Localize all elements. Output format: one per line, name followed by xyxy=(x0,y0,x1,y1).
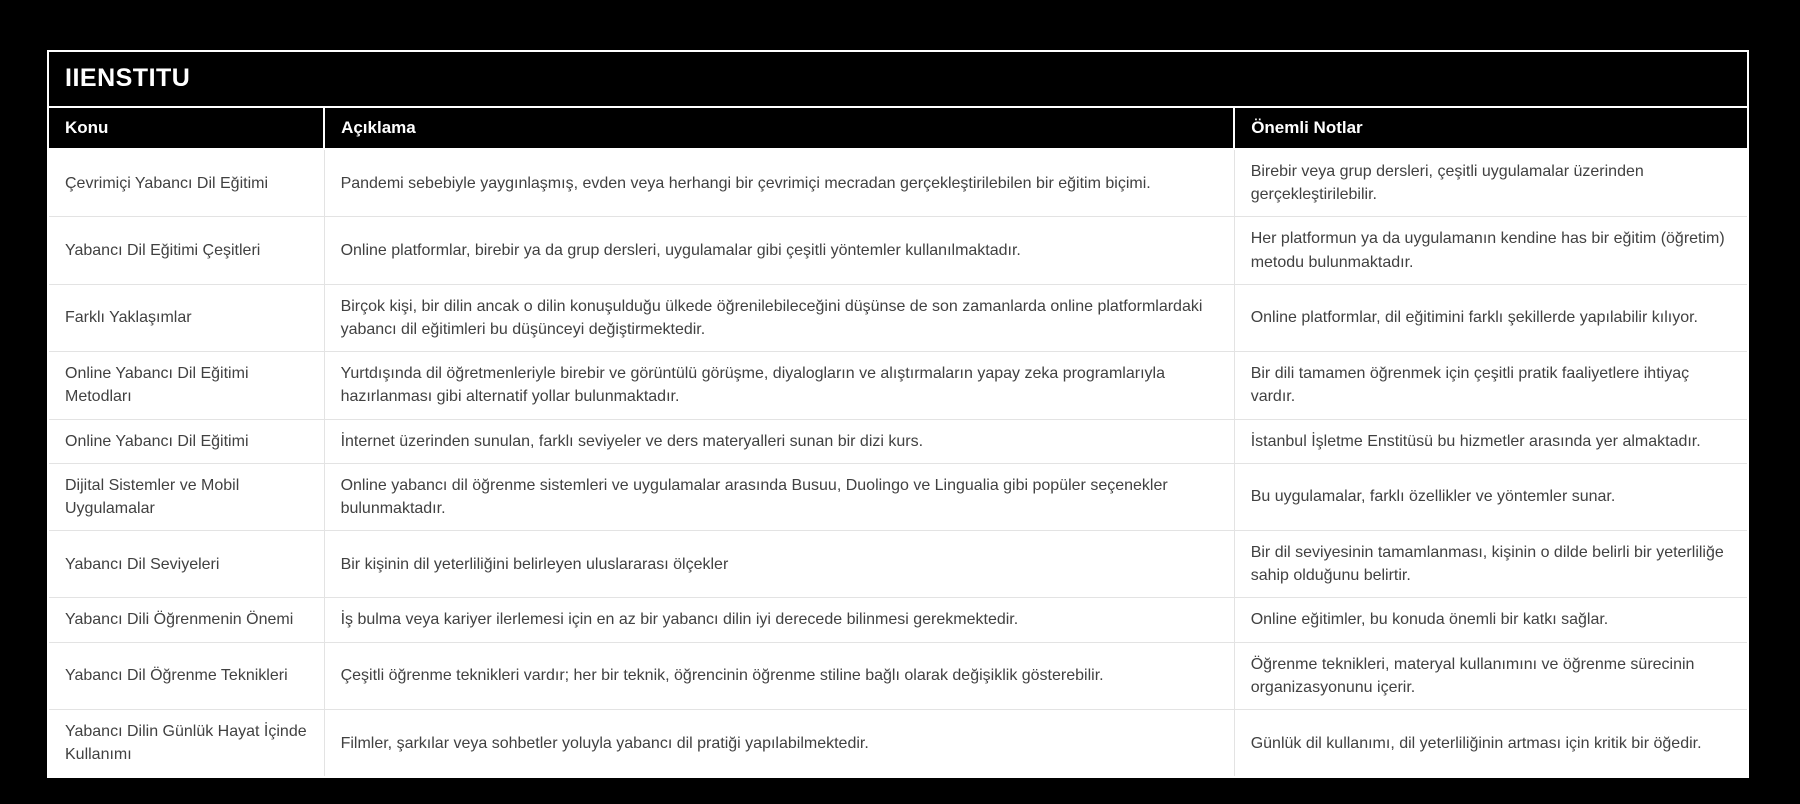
table-row xyxy=(49,598,1747,642)
cell-aciklama: Online yabancı dil öğrenme sistemleri ve uygulamalar arasında Busuu, Duolingo ve Lingualia gibi popüler seçenekler bulunmaktadır. xyxy=(324,463,1234,530)
table-row xyxy=(49,149,1747,217)
table-row xyxy=(49,217,1747,284)
cell-onemli-notlar: Bir dili tamamen öğrenmek için çeşitli pratik faaliyetlere ihtiyaç vardır. xyxy=(1234,352,1747,419)
cell-aciklama: Filmler, şarkılar veya sohbetler yoluyla yabancı dil pratiği yapılabilmektedir. xyxy=(324,710,1234,777)
table-row xyxy=(49,531,1747,598)
cell-aciklama: Pandemi sebebiyle yaygınlaşmış, evden veya herhangi bir çevrimiçi mecradan gerçekleştirilebilen bir eğitim biçimi. xyxy=(324,149,1234,217)
cell-konu: Online Yabancı Dil Eğitimi xyxy=(49,419,324,463)
cell-konu: Yabancı Dilin Günlük Hayat İçinde Kullanımı xyxy=(49,710,324,777)
cell-aciklama: Çeşitli öğrenme teknikleri vardır; her bir teknik, öğrencinin öğrenme stiline bağlı olarak değişiklik gösterebilir. xyxy=(324,642,1234,709)
cell-aciklama: İnternet üzerinden sunulan, farklı seviyeler ve ders materyalleri sunan bir dizi kurs. xyxy=(324,419,1234,463)
cell-aciklama: İş bulma veya kariyer ilerlemesi için en az bir yabancı dilin iyi derecede bilinmesi gerekmektedir. xyxy=(324,598,1234,642)
cell-onemli-notlar: Öğrenme teknikleri, materyal kullanımını ve öğrenme sürecinin organizasyonunu içerir. xyxy=(1234,642,1747,709)
table-header xyxy=(49,107,1747,149)
table-row xyxy=(49,710,1747,777)
table-row xyxy=(49,419,1747,463)
cell-onemli-notlar: Birebir veya grup dersleri, çeşitli uygulamalar üzerinden gerçekleştirilebilir. xyxy=(1234,149,1747,217)
cell-konu: Çevrimiçi Yabancı Dil Eğitimi xyxy=(49,149,324,217)
cell-konu: Dijital Sistemler ve Mobil Uygulamalar xyxy=(49,463,324,530)
cell-konu: Yabancı Dil Seviyeleri xyxy=(49,531,324,598)
cell-onemli-notlar: Günlük dil kullanımı, dil yeterliliğinin artması için kritik bir öğedir. xyxy=(1234,710,1747,777)
page-title: IIENSTITU xyxy=(49,52,1747,106)
header-row xyxy=(49,107,1747,149)
cell-konu: Farklı Yaklaşımlar xyxy=(49,284,324,351)
table-card xyxy=(47,50,1749,778)
cell-aciklama: Bir kişinin dil yeterliliğini belirleyen uluslararası ölçekler xyxy=(324,531,1234,598)
table-row xyxy=(49,642,1747,709)
cell-onemli-notlar: Bu uygulamalar, farklı özellikler ve yöntemler sunar. xyxy=(1234,463,1747,530)
table-row xyxy=(49,463,1747,530)
table-row xyxy=(49,352,1747,419)
cell-konu: Online Yabancı Dil Eğitimi Metodları xyxy=(49,352,324,419)
cell-konu: Yabancı Dil Öğrenme Teknikleri xyxy=(49,642,324,709)
cell-aciklama: Yurtdışında dil öğretmenleriyle birebir ve görüntülü görüşme, diyalogların ve alıştırmaların yapay zeka programlarıyla hazırlanması gibi alternatif yollar bulunmaktadır. xyxy=(324,352,1234,419)
column-header-konu: Konu xyxy=(49,107,324,149)
cell-onemli-notlar: Bir dil seviyesinin tamamlanması, kişinin o dilde belirli bir yeterliliğe sahip olduğunu belirtir. xyxy=(1234,531,1747,598)
cell-onemli-notlar: Her platformun ya da uygulamanın kendine has bir eğitim (öğretim) metodu bulunmaktadır. xyxy=(1234,217,1747,284)
column-header-aciklama: Açıklama xyxy=(324,107,1234,149)
content-table xyxy=(49,106,1747,776)
cell-aciklama: Online platformlar, birebir ya da grup dersleri, uygulamalar gibi çeşitli yöntemler kullanılmaktadır. xyxy=(324,217,1234,284)
cell-aciklama: Birçok kişi, bir dilin ancak o dilin konuşulduğu ülkede öğrenilebileceğini düşünse de son zamanlarda online platformlardaki yabancı dil eğitimleri bu düşünceyi değiştirmektedir. xyxy=(324,284,1234,351)
cell-onemli-notlar: İstanbul İşletme Enstitüsü bu hizmetler arasında yer almaktadır. xyxy=(1234,419,1747,463)
cell-konu: Yabancı Dili Öğrenmenin Önemi xyxy=(49,598,324,642)
cell-onemli-notlar: Online eğitimler, bu konuda önemli bir katkı sağlar. xyxy=(1234,598,1747,642)
cell-onemli-notlar: Online platformlar, dil eğitimini farklı şekillerde yapılabilir kılıyor. xyxy=(1234,284,1747,351)
table-row xyxy=(49,284,1747,351)
cell-konu: Yabancı Dil Eğitimi Çeşitleri xyxy=(49,217,324,284)
table-body xyxy=(49,149,1747,776)
column-header-onemli-notlar: Önemli Notlar xyxy=(1234,107,1747,149)
